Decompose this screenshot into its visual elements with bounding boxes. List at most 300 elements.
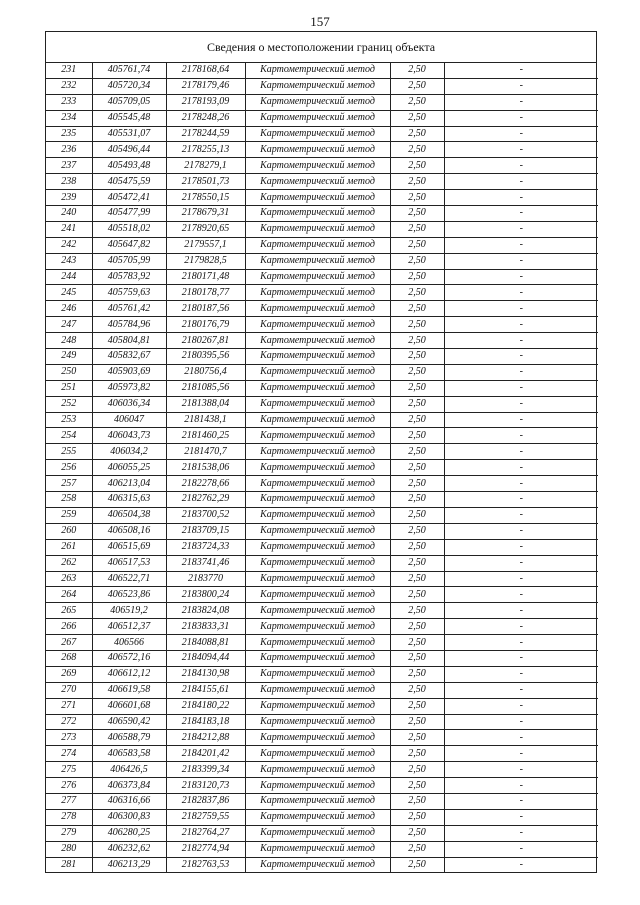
x-coordinate-cell: 406043,73 (92, 428, 166, 444)
accuracy-cell: 2,50 (390, 333, 444, 349)
accuracy-cell: 2,50 (390, 650, 444, 666)
table-row (46, 126, 598, 142)
y-coordinate-cell: 2183399,34 (166, 762, 245, 778)
table-row (46, 555, 598, 571)
y-coordinate-cell: 2183824,08 (166, 603, 245, 619)
table-row (46, 174, 598, 190)
table-row (46, 857, 598, 872)
x-coordinate-cell: 405493,48 (92, 158, 166, 174)
point-number-cell: 259 (46, 507, 92, 523)
accuracy-cell: 2,50 (390, 364, 444, 380)
method-cell: Картометрический метод (245, 841, 390, 857)
y-coordinate-cell: 2181085,56 (166, 380, 245, 396)
description-cell: - (444, 428, 598, 444)
table-row (46, 206, 598, 222)
x-coordinate-cell: 406315,63 (92, 492, 166, 508)
point-number-cell: 258 (46, 492, 92, 508)
accuracy-cell: 2,50 (390, 158, 444, 174)
method-cell: Картометрический метод (245, 380, 390, 396)
point-number-cell: 280 (46, 841, 92, 857)
y-coordinate-cell: 2181438,1 (166, 412, 245, 428)
y-coordinate-cell: 2184183,18 (166, 714, 245, 730)
x-coordinate-cell: 406515,69 (92, 539, 166, 555)
y-coordinate-cell: 2178255,13 (166, 142, 245, 158)
table-row (46, 317, 598, 333)
y-coordinate-cell: 2183709,15 (166, 523, 245, 539)
description-cell: - (444, 635, 598, 651)
y-coordinate-cell: 2183833,31 (166, 619, 245, 635)
accuracy-cell: 2,50 (390, 778, 444, 794)
method-cell: Картометрический метод (245, 555, 390, 571)
table-row (46, 619, 598, 635)
x-coordinate-cell: 406519,2 (92, 603, 166, 619)
y-coordinate-cell: 2178920,65 (166, 221, 245, 237)
description-cell: - (444, 269, 598, 285)
accuracy-cell: 2,50 (390, 269, 444, 285)
method-cell: Картометрический метод (245, 635, 390, 651)
accuracy-cell: 2,50 (390, 841, 444, 857)
point-number-cell: 271 (46, 698, 92, 714)
table-row (46, 269, 598, 285)
point-number-cell: 249 (46, 349, 92, 365)
description-cell: - (444, 333, 598, 349)
y-coordinate-cell: 2183800,24 (166, 587, 245, 603)
point-number-cell: 266 (46, 619, 92, 635)
table-row (46, 444, 598, 460)
accuracy-cell: 2,50 (390, 142, 444, 158)
point-number-cell: 231 (46, 63, 92, 78)
x-coordinate-cell: 405472,41 (92, 190, 166, 206)
table-row (46, 396, 598, 412)
point-number-cell: 240 (46, 206, 92, 222)
table-row (46, 730, 598, 746)
y-coordinate-cell: 2180395,56 (166, 349, 245, 365)
x-coordinate-cell: 405761,42 (92, 301, 166, 317)
table-row (46, 635, 598, 651)
method-cell: Картометрический метод (245, 301, 390, 317)
accuracy-cell: 2,50 (390, 555, 444, 571)
method-cell: Картометрический метод (245, 78, 390, 94)
x-coordinate-cell: 405518,02 (92, 221, 166, 237)
x-coordinate-cell: 406619,58 (92, 682, 166, 698)
method-cell: Картометрический метод (245, 825, 390, 841)
accuracy-cell: 2,50 (390, 492, 444, 508)
method-cell: Картометрический метод (245, 682, 390, 698)
point-number-cell: 275 (46, 762, 92, 778)
method-cell: Картометрический метод (245, 126, 390, 142)
accuracy-cell: 2,50 (390, 746, 444, 762)
method-cell: Картометрический метод (245, 412, 390, 428)
point-number-cell: 254 (46, 428, 92, 444)
accuracy-cell: 2,50 (390, 587, 444, 603)
description-cell: - (444, 285, 598, 301)
table-row (46, 825, 598, 841)
accuracy-cell: 2,50 (390, 825, 444, 841)
point-number-cell: 234 (46, 110, 92, 126)
table-row (46, 571, 598, 587)
x-coordinate-cell: 406055,25 (92, 460, 166, 476)
method-cell: Картометрический метод (245, 539, 390, 555)
accuracy-cell: 2,50 (390, 380, 444, 396)
y-coordinate-cell: 2181460,25 (166, 428, 245, 444)
table-row (46, 333, 598, 349)
accuracy-cell: 2,50 (390, 444, 444, 460)
table-row (46, 841, 598, 857)
method-cell: Картометрический метод (245, 285, 390, 301)
accuracy-cell: 2,50 (390, 460, 444, 476)
point-number-cell: 269 (46, 666, 92, 682)
description-cell: - (444, 142, 598, 158)
y-coordinate-cell: 2180178,77 (166, 285, 245, 301)
point-number-cell: 265 (46, 603, 92, 619)
point-number-cell: 237 (46, 158, 92, 174)
method-cell: Картометрический метод (245, 364, 390, 380)
accuracy-cell: 2,50 (390, 762, 444, 778)
point-number-cell: 241 (46, 221, 92, 237)
description-cell: - (444, 698, 598, 714)
point-number-cell: 264 (46, 587, 92, 603)
description-cell: - (444, 396, 598, 412)
point-number-cell: 244 (46, 269, 92, 285)
point-number-cell: 248 (46, 333, 92, 349)
table-row (46, 237, 598, 253)
table-row (46, 809, 598, 825)
description-cell: - (444, 412, 598, 428)
x-coordinate-cell: 406047 (92, 412, 166, 428)
y-coordinate-cell: 2178550,15 (166, 190, 245, 206)
x-coordinate-cell: 406522,71 (92, 571, 166, 587)
table-row (46, 507, 598, 523)
accuracy-cell: 2,50 (390, 666, 444, 682)
point-number-cell: 251 (46, 380, 92, 396)
boundary-points-table (46, 63, 598, 872)
point-number-cell: 272 (46, 714, 92, 730)
y-coordinate-cell: 2182763,53 (166, 857, 245, 872)
table-row (46, 94, 598, 110)
point-number-cell: 268 (46, 650, 92, 666)
y-coordinate-cell: 2183700,52 (166, 507, 245, 523)
y-coordinate-cell: 2178193,09 (166, 94, 245, 110)
accuracy-cell: 2,50 (390, 206, 444, 222)
description-cell: - (444, 190, 598, 206)
table-row (46, 587, 598, 603)
description-cell: - (444, 603, 598, 619)
x-coordinate-cell: 406601,68 (92, 698, 166, 714)
boundary-table-sheet (45, 31, 597, 873)
table-title: Сведения о местоположении границ объекта (46, 32, 596, 63)
description-cell: - (444, 317, 598, 333)
accuracy-cell: 2,50 (390, 412, 444, 428)
description-cell: - (444, 507, 598, 523)
table-row (46, 746, 598, 762)
method-cell: Картометрический метод (245, 476, 390, 492)
y-coordinate-cell: 2182762,29 (166, 492, 245, 508)
x-coordinate-cell: 406504,38 (92, 507, 166, 523)
description-cell: - (444, 78, 598, 94)
description-cell: - (444, 364, 598, 380)
y-coordinate-cell: 2184130,98 (166, 666, 245, 682)
point-number-cell: 232 (46, 78, 92, 94)
table-row (46, 285, 598, 301)
description-cell: - (444, 94, 598, 110)
method-cell: Картометрический метод (245, 269, 390, 285)
description-cell: - (444, 110, 598, 126)
y-coordinate-cell: 2178679,31 (166, 206, 245, 222)
x-coordinate-cell: 405709,05 (92, 94, 166, 110)
y-coordinate-cell: 2180176,79 (166, 317, 245, 333)
method-cell: Картометрический метод (245, 603, 390, 619)
description-cell: - (444, 619, 598, 635)
table-row (46, 301, 598, 317)
x-coordinate-cell: 406300,83 (92, 809, 166, 825)
description-cell: - (444, 253, 598, 269)
point-number-cell: 235 (46, 126, 92, 142)
point-number-cell: 252 (46, 396, 92, 412)
point-number-cell: 236 (46, 142, 92, 158)
method-cell: Картометрический метод (245, 317, 390, 333)
point-number-cell: 274 (46, 746, 92, 762)
accuracy-cell: 2,50 (390, 237, 444, 253)
accuracy-cell: 2,50 (390, 698, 444, 714)
table-row (46, 63, 598, 78)
accuracy-cell: 2,50 (390, 682, 444, 698)
table-row (46, 698, 598, 714)
table-row (46, 158, 598, 174)
description-cell: - (444, 666, 598, 682)
method-cell: Картометрический метод (245, 206, 390, 222)
description-cell: - (444, 174, 598, 190)
accuracy-cell: 2,50 (390, 78, 444, 94)
y-coordinate-cell: 2183724,33 (166, 539, 245, 555)
accuracy-cell: 2,50 (390, 857, 444, 872)
method-cell: Картометрический метод (245, 793, 390, 809)
accuracy-cell: 2,50 (390, 793, 444, 809)
accuracy-cell: 2,50 (390, 94, 444, 110)
accuracy-cell: 2,50 (390, 539, 444, 555)
x-coordinate-cell: 406590,42 (92, 714, 166, 730)
description-cell: - (444, 682, 598, 698)
point-number-cell: 242 (46, 237, 92, 253)
y-coordinate-cell: 2184094,44 (166, 650, 245, 666)
y-coordinate-cell: 2181388,04 (166, 396, 245, 412)
description-cell: - (444, 539, 598, 555)
description-cell: - (444, 444, 598, 460)
point-number-cell: 246 (46, 301, 92, 317)
page-number: 157 (310, 14, 330, 29)
method-cell: Картометрический метод (245, 809, 390, 825)
table-row (46, 523, 598, 539)
y-coordinate-cell: 2184212,88 (166, 730, 245, 746)
method-cell: Картометрический метод (245, 778, 390, 794)
description-cell: - (444, 237, 598, 253)
accuracy-cell: 2,50 (390, 126, 444, 142)
table-body (46, 63, 598, 872)
x-coordinate-cell: 406612,12 (92, 666, 166, 682)
table-row (46, 428, 598, 444)
method-cell: Картометрический метод (245, 63, 390, 78)
y-coordinate-cell: 2182764,27 (166, 825, 245, 841)
method-cell: Картометрический метод (245, 714, 390, 730)
table-row (46, 142, 598, 158)
x-coordinate-cell: 406523,86 (92, 587, 166, 603)
point-number-cell: 255 (46, 444, 92, 460)
y-coordinate-cell: 2182759,55 (166, 809, 245, 825)
accuracy-cell: 2,50 (390, 317, 444, 333)
description-cell: - (444, 523, 598, 539)
x-coordinate-cell: 405759,63 (92, 285, 166, 301)
accuracy-cell: 2,50 (390, 349, 444, 365)
description-cell: - (444, 126, 598, 142)
description-cell: - (444, 221, 598, 237)
y-coordinate-cell: 2184088,81 (166, 635, 245, 651)
x-coordinate-cell: 405903,69 (92, 364, 166, 380)
table-row (46, 460, 598, 476)
description-cell: - (444, 349, 598, 365)
accuracy-cell: 2,50 (390, 285, 444, 301)
table-row (46, 603, 598, 619)
y-coordinate-cell: 2180756,4 (166, 364, 245, 380)
x-coordinate-cell: 406512,37 (92, 619, 166, 635)
point-number-cell: 243 (46, 253, 92, 269)
accuracy-cell: 2,50 (390, 428, 444, 444)
point-number-cell: 238 (46, 174, 92, 190)
point-number-cell: 247 (46, 317, 92, 333)
accuracy-cell: 2,50 (390, 476, 444, 492)
point-number-cell: 276 (46, 778, 92, 794)
y-coordinate-cell: 2183120,73 (166, 778, 245, 794)
y-coordinate-cell: 2178168,64 (166, 63, 245, 78)
y-coordinate-cell: 2179557,1 (166, 237, 245, 253)
accuracy-cell: 2,50 (390, 603, 444, 619)
x-coordinate-cell: 405475,59 (92, 174, 166, 190)
point-number-cell: 262 (46, 555, 92, 571)
method-cell: Картометрический метод (245, 428, 390, 444)
description-cell: - (444, 825, 598, 841)
x-coordinate-cell: 405477,99 (92, 206, 166, 222)
x-coordinate-cell: 406566 (92, 635, 166, 651)
table-row (46, 412, 598, 428)
table-row (46, 380, 598, 396)
method-cell: Картометрический метод (245, 762, 390, 778)
x-coordinate-cell: 405705,99 (92, 253, 166, 269)
x-coordinate-cell: 405720,34 (92, 78, 166, 94)
method-cell: Картометрический метод (245, 333, 390, 349)
accuracy-cell: 2,50 (390, 174, 444, 190)
point-number-cell: 233 (46, 94, 92, 110)
point-number-cell: 267 (46, 635, 92, 651)
table-row (46, 349, 598, 365)
description-cell: - (444, 778, 598, 794)
method-cell: Картометрический метод (245, 666, 390, 682)
accuracy-cell: 2,50 (390, 190, 444, 206)
description-cell: - (444, 730, 598, 746)
description-cell: - (444, 746, 598, 762)
description-cell: - (444, 63, 598, 78)
table-row (46, 476, 598, 492)
x-coordinate-cell: 406583,58 (92, 746, 166, 762)
description-cell: - (444, 380, 598, 396)
x-coordinate-cell: 406426,5 (92, 762, 166, 778)
method-cell: Картометрический метод (245, 253, 390, 269)
table-row (46, 682, 598, 698)
point-number-cell: 260 (46, 523, 92, 539)
table-row (46, 221, 598, 237)
y-coordinate-cell: 2184201,42 (166, 746, 245, 762)
description-cell: - (444, 714, 598, 730)
method-cell: Картометрический метод (245, 190, 390, 206)
method-cell: Картометрический метод (245, 444, 390, 460)
y-coordinate-cell: 2180171,48 (166, 269, 245, 285)
method-cell: Картометрический метод (245, 142, 390, 158)
point-number-cell: 277 (46, 793, 92, 809)
x-coordinate-cell: 405784,96 (92, 317, 166, 333)
description-cell: - (444, 492, 598, 508)
y-coordinate-cell: 2178501,73 (166, 174, 245, 190)
x-coordinate-cell: 406508,16 (92, 523, 166, 539)
y-coordinate-cell: 2182837,86 (166, 793, 245, 809)
point-number-cell: 239 (46, 190, 92, 206)
method-cell: Картометрический метод (245, 523, 390, 539)
accuracy-cell: 2,50 (390, 253, 444, 269)
description-cell: - (444, 857, 598, 872)
description-cell: - (444, 206, 598, 222)
y-coordinate-cell: 2178244,59 (166, 126, 245, 142)
x-coordinate-cell: 406232,62 (92, 841, 166, 857)
method-cell: Картометрический метод (245, 94, 390, 110)
y-coordinate-cell: 2178248,26 (166, 110, 245, 126)
accuracy-cell: 2,50 (390, 523, 444, 539)
accuracy-cell: 2,50 (390, 507, 444, 523)
point-number-cell: 257 (46, 476, 92, 492)
point-number-cell: 256 (46, 460, 92, 476)
point-number-cell: 250 (46, 364, 92, 380)
accuracy-cell: 2,50 (390, 635, 444, 651)
accuracy-cell: 2,50 (390, 63, 444, 78)
x-coordinate-cell: 405804,81 (92, 333, 166, 349)
method-cell: Картометрический метод (245, 158, 390, 174)
description-cell: - (444, 809, 598, 825)
description-cell: - (444, 793, 598, 809)
method-cell: Картометрический метод (245, 221, 390, 237)
x-coordinate-cell: 405496,44 (92, 142, 166, 158)
description-cell: - (444, 650, 598, 666)
x-coordinate-cell: 405783,92 (92, 269, 166, 285)
x-coordinate-cell: 405761,74 (92, 63, 166, 78)
description-cell: - (444, 587, 598, 603)
description-cell: - (444, 476, 598, 492)
method-cell: Картометрический метод (245, 730, 390, 746)
accuracy-cell: 2,50 (390, 571, 444, 587)
point-number-cell: 261 (46, 539, 92, 555)
y-coordinate-cell: 2184155,61 (166, 682, 245, 698)
accuracy-cell: 2,50 (390, 809, 444, 825)
x-coordinate-cell: 406036,34 (92, 396, 166, 412)
y-coordinate-cell: 2182278,66 (166, 476, 245, 492)
y-coordinate-cell: 2178179,46 (166, 78, 245, 94)
method-cell: Картометрический метод (245, 237, 390, 253)
x-coordinate-cell: 406034,2 (92, 444, 166, 460)
x-coordinate-cell: 405531,07 (92, 126, 166, 142)
table-row (46, 110, 598, 126)
method-cell: Картометрический метод (245, 110, 390, 126)
x-coordinate-cell: 406213,04 (92, 476, 166, 492)
point-number-cell: 279 (46, 825, 92, 841)
accuracy-cell: 2,50 (390, 730, 444, 746)
accuracy-cell: 2,50 (390, 221, 444, 237)
table-row (46, 539, 598, 555)
table-row (46, 778, 598, 794)
point-number-cell: 253 (46, 412, 92, 428)
